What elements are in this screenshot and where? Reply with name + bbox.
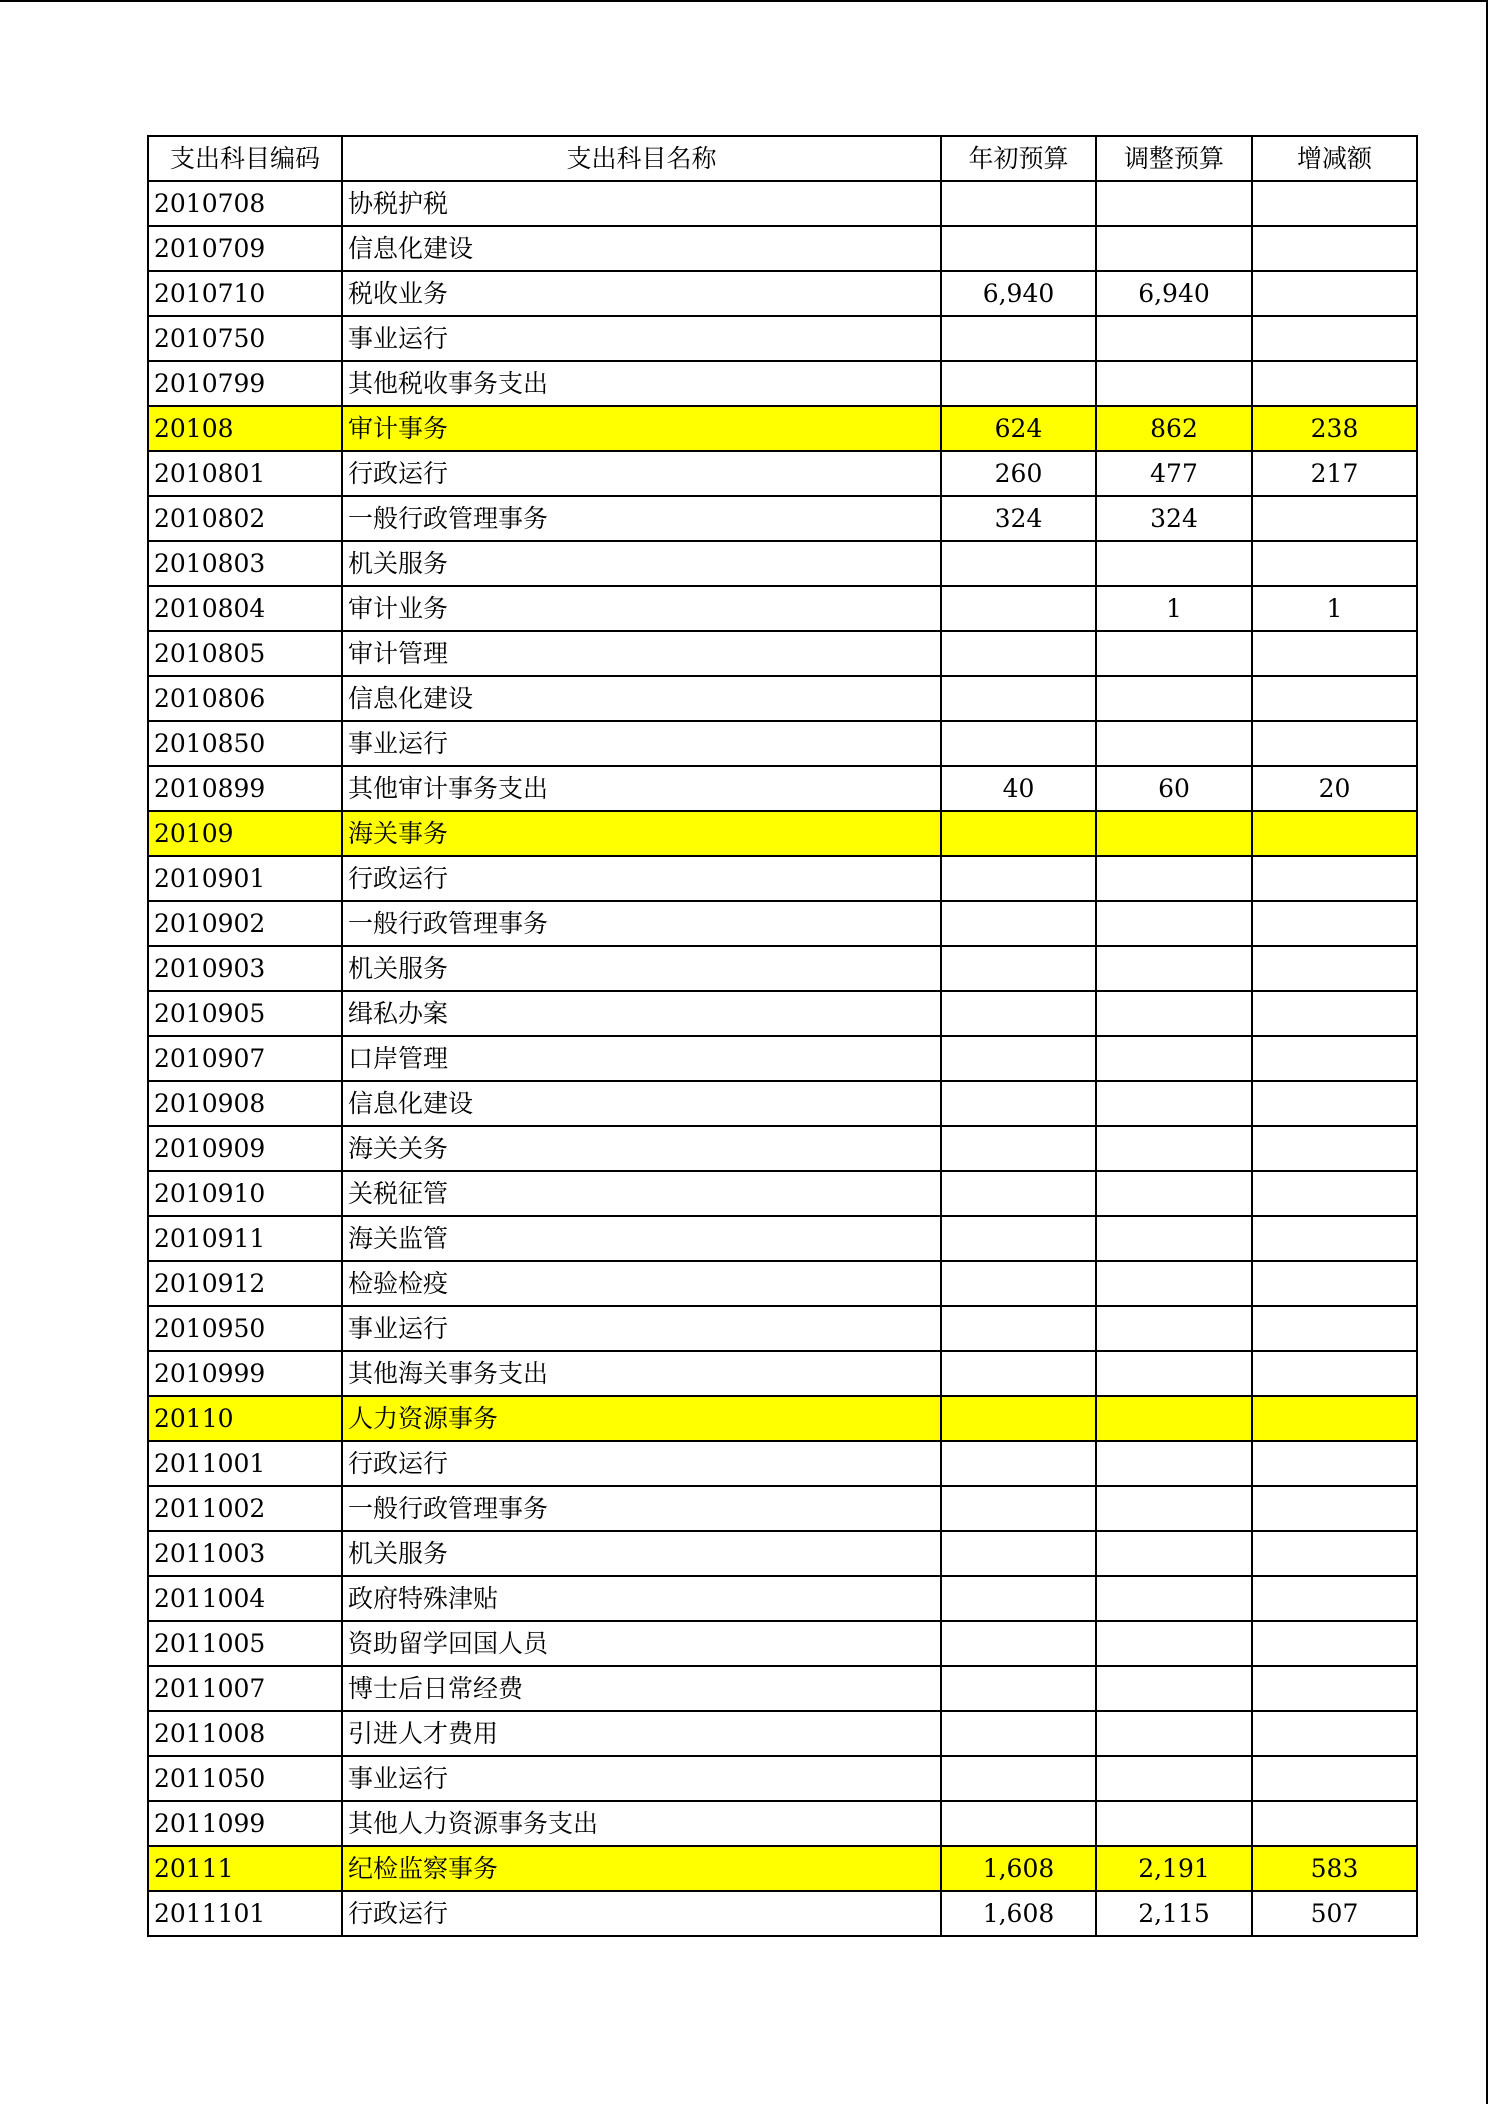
cell-initial-budget: 1,608 <box>941 1846 1096 1891</box>
cell-adjusted-budget: 60 <box>1096 766 1252 811</box>
header-adjusted-budget: 调整预算 <box>1096 136 1252 181</box>
header-name: 支出科目名称 <box>342 136 941 181</box>
cell-change <box>1252 271 1417 316</box>
cell-adjusted-budget <box>1096 1036 1252 1081</box>
cell-name: 检验检疫 <box>342 1261 941 1306</box>
cell-change <box>1252 1036 1417 1081</box>
cell-name: 一般行政管理事务 <box>342 496 941 541</box>
cell-change <box>1252 1801 1417 1846</box>
cell-adjusted-budget <box>1096 1441 1252 1486</box>
cell-code: 2011007 <box>148 1666 342 1711</box>
cell-initial-budget: 6,940 <box>941 271 1096 316</box>
cell-code: 2011099 <box>148 1801 342 1846</box>
cell-name: 事业运行 <box>342 721 941 766</box>
cell-adjusted-budget: 1 <box>1096 586 1252 631</box>
cell-change <box>1252 856 1417 901</box>
cell-adjusted-budget <box>1096 1171 1252 1216</box>
cell-code: 2011008 <box>148 1711 342 1756</box>
cell-change <box>1252 316 1417 361</box>
table-row <box>148 361 1417 406</box>
cell-adjusted-budget <box>1096 541 1252 586</box>
category-row <box>148 406 1417 451</box>
cell-change <box>1252 676 1417 721</box>
cell-adjusted-budget <box>1096 856 1252 901</box>
cell-change <box>1252 1126 1417 1171</box>
cell-adjusted-budget <box>1096 1756 1252 1801</box>
cell-code: 2010850 <box>148 721 342 766</box>
cell-name: 税收业务 <box>342 271 941 316</box>
cell-adjusted-budget <box>1096 1081 1252 1126</box>
cell-change <box>1252 1396 1417 1441</box>
cell-initial-budget <box>941 631 1096 676</box>
cell-initial-budget: 624 <box>941 406 1096 451</box>
cell-code: 2010907 <box>148 1036 342 1081</box>
cell-adjusted-budget <box>1096 316 1252 361</box>
cell-initial-budget <box>941 181 1096 226</box>
cell-initial-budget <box>941 1486 1096 1531</box>
cell-change <box>1252 1306 1417 1351</box>
table-body <box>148 181 1417 1936</box>
table-row <box>148 1126 1417 1171</box>
table-row <box>148 1486 1417 1531</box>
cell-change <box>1252 181 1417 226</box>
cell-name: 引进人才费用 <box>342 1711 941 1756</box>
cell-adjusted-budget <box>1096 1711 1252 1756</box>
cell-initial-budget <box>941 1621 1096 1666</box>
cell-change <box>1252 1756 1417 1801</box>
cell-code: 2010902 <box>148 901 342 946</box>
cell-initial-budget <box>941 1261 1096 1306</box>
cell-code: 2011001 <box>148 1441 342 1486</box>
cell-change <box>1252 1081 1417 1126</box>
cell-name: 其他海关事务支出 <box>342 1351 941 1396</box>
cell-adjusted-budget <box>1096 1306 1252 1351</box>
cell-initial-budget: 260 <box>941 451 1096 496</box>
table-row <box>148 1081 1417 1126</box>
table-row <box>148 1351 1417 1396</box>
table-row <box>148 1756 1417 1801</box>
table-row <box>148 496 1417 541</box>
cell-name: 机关服务 <box>342 946 941 991</box>
cell-initial-budget <box>941 1351 1096 1396</box>
table-row <box>148 1621 1417 1666</box>
table-row <box>148 271 1417 316</box>
cell-code: 2010805 <box>148 631 342 676</box>
cell-initial-budget <box>941 1126 1096 1171</box>
table-row <box>148 946 1417 991</box>
cell-code: 2010912 <box>148 1261 342 1306</box>
cell-adjusted-budget <box>1096 631 1252 676</box>
cell-change <box>1252 1486 1417 1531</box>
table-row <box>148 1216 1417 1261</box>
cell-initial-budget <box>941 1306 1096 1351</box>
cell-name: 信息化建设 <box>342 1081 941 1126</box>
cell-code: 2010999 <box>148 1351 342 1396</box>
cell-adjusted-budget <box>1096 1126 1252 1171</box>
table-row <box>148 676 1417 721</box>
cell-adjusted-budget <box>1096 676 1252 721</box>
cell-code: 2010804 <box>148 586 342 631</box>
cell-code: 2010750 <box>148 316 342 361</box>
table-row <box>148 1891 1417 1936</box>
cell-code: 2010802 <box>148 496 342 541</box>
cell-adjusted-budget <box>1096 1261 1252 1306</box>
table-row <box>148 316 1417 361</box>
header-code: 支出科目编码 <box>148 136 342 181</box>
cell-initial-budget <box>941 1396 1096 1441</box>
cell-adjusted-budget: 2,191 <box>1096 1846 1252 1891</box>
cell-change <box>1252 1261 1417 1306</box>
header-row <box>148 136 1417 181</box>
cell-name: 行政运行 <box>342 1891 941 1936</box>
cell-initial-budget <box>941 1576 1096 1621</box>
cell-name: 信息化建设 <box>342 226 941 271</box>
cell-name: 审计业务 <box>342 586 941 631</box>
cell-change <box>1252 1441 1417 1486</box>
cell-initial-budget <box>941 1081 1096 1126</box>
table-row <box>148 586 1417 631</box>
cell-code: 2011101 <box>148 1891 342 1936</box>
cell-initial-budget <box>941 1711 1096 1756</box>
cell-code: 20109 <box>148 811 342 856</box>
table-row <box>148 181 1417 226</box>
cell-name: 博士后日常经费 <box>342 1666 941 1711</box>
cell-code: 20111 <box>148 1846 342 1891</box>
cell-code: 2010710 <box>148 271 342 316</box>
cell-name: 资助留学回国人员 <box>342 1621 941 1666</box>
table-row <box>148 1666 1417 1711</box>
cell-initial-budget <box>941 946 1096 991</box>
cell-adjusted-budget: 324 <box>1096 496 1252 541</box>
cell-code: 2010905 <box>148 991 342 1036</box>
cell-code: 2010909 <box>148 1126 342 1171</box>
category-row <box>148 1396 1417 1441</box>
cell-change <box>1252 1576 1417 1621</box>
cell-code: 2010911 <box>148 1216 342 1261</box>
cell-code: 2011004 <box>148 1576 342 1621</box>
cell-code: 2010950 <box>148 1306 342 1351</box>
cell-initial-budget <box>941 1216 1096 1261</box>
cell-name: 一般行政管理事务 <box>342 901 941 946</box>
cell-name: 海关事务 <box>342 811 941 856</box>
cell-initial-budget <box>941 676 1096 721</box>
cell-adjusted-budget: 862 <box>1096 406 1252 451</box>
cell-change: 217 <box>1252 451 1417 496</box>
cell-change <box>1252 811 1417 856</box>
cell-code: 2010910 <box>148 1171 342 1216</box>
cell-adjusted-budget <box>1096 181 1252 226</box>
cell-code: 2011002 <box>148 1486 342 1531</box>
cell-adjusted-budget <box>1096 1621 1252 1666</box>
cell-name: 事业运行 <box>342 1306 941 1351</box>
cell-adjusted-budget <box>1096 946 1252 991</box>
cell-name: 机关服务 <box>342 541 941 586</box>
table-row <box>148 721 1417 766</box>
cell-name: 审计事务 <box>342 406 941 451</box>
budget-table <box>147 135 1418 1937</box>
cell-code: 2010799 <box>148 361 342 406</box>
cell-adjusted-budget <box>1096 226 1252 271</box>
table-row <box>148 1576 1417 1621</box>
cell-code: 2011003 <box>148 1531 342 1576</box>
table-row <box>148 451 1417 496</box>
cell-change <box>1252 361 1417 406</box>
cell-initial-budget: 40 <box>941 766 1096 811</box>
cell-name: 行政运行 <box>342 1441 941 1486</box>
cell-name: 一般行政管理事务 <box>342 1486 941 1531</box>
cell-adjusted-budget: 477 <box>1096 451 1252 496</box>
cell-name: 关税征管 <box>342 1171 941 1216</box>
table-row <box>148 1531 1417 1576</box>
cell-initial-budget <box>941 1531 1096 1576</box>
cell-change <box>1252 226 1417 271</box>
cell-adjusted-budget <box>1096 1486 1252 1531</box>
cell-initial-budget <box>941 721 1096 766</box>
cell-initial-budget <box>941 1756 1096 1801</box>
category-row <box>148 1846 1417 1891</box>
cell-code: 2010708 <box>148 181 342 226</box>
cell-adjusted-budget <box>1096 991 1252 1036</box>
cell-adjusted-budget <box>1096 1531 1252 1576</box>
cell-adjusted-budget <box>1096 811 1252 856</box>
cell-adjusted-budget <box>1096 1396 1252 1441</box>
table-row <box>148 1036 1417 1081</box>
cell-name: 机关服务 <box>342 1531 941 1576</box>
cell-change <box>1252 991 1417 1036</box>
cell-change <box>1252 1531 1417 1576</box>
cell-adjusted-budget: 2,115 <box>1096 1891 1252 1936</box>
cell-name: 其他审计事务支出 <box>342 766 941 811</box>
table-row <box>148 1171 1417 1216</box>
cell-initial-budget <box>941 1171 1096 1216</box>
cell-change <box>1252 631 1417 676</box>
cell-code: 2010709 <box>148 226 342 271</box>
table-row <box>148 991 1417 1036</box>
table-row <box>148 1261 1417 1306</box>
table-row <box>148 901 1417 946</box>
cell-change <box>1252 1216 1417 1261</box>
cell-change <box>1252 541 1417 586</box>
cell-code: 2010901 <box>148 856 342 901</box>
cell-initial-budget <box>941 361 1096 406</box>
cell-adjusted-budget <box>1096 1801 1252 1846</box>
cell-name: 行政运行 <box>342 856 941 901</box>
cell-name: 事业运行 <box>342 316 941 361</box>
header-initial-budget: 年初预算 <box>941 136 1096 181</box>
cell-name: 审计管理 <box>342 631 941 676</box>
cell-code: 2010803 <box>148 541 342 586</box>
cell-initial-budget <box>941 1441 1096 1486</box>
cell-name: 协税护税 <box>342 181 941 226</box>
cell-initial-budget <box>941 586 1096 631</box>
cell-change: 507 <box>1252 1891 1417 1936</box>
cell-code: 2010899 <box>148 766 342 811</box>
cell-change <box>1252 721 1417 766</box>
category-row <box>148 811 1417 856</box>
cell-adjusted-budget: 6,940 <box>1096 271 1252 316</box>
cell-change: 20 <box>1252 766 1417 811</box>
cell-name: 行政运行 <box>342 451 941 496</box>
cell-code: 2010801 <box>148 451 342 496</box>
cell-initial-budget <box>941 856 1096 901</box>
cell-code: 2011050 <box>148 1756 342 1801</box>
cell-change: 238 <box>1252 406 1417 451</box>
cell-initial-budget: 324 <box>941 496 1096 541</box>
table-row <box>148 541 1417 586</box>
cell-change <box>1252 1171 1417 1216</box>
cell-name: 纪检监察事务 <box>342 1846 941 1891</box>
cell-name: 口岸管理 <box>342 1036 941 1081</box>
cell-change <box>1252 946 1417 991</box>
cell-name: 缉私办案 <box>342 991 941 1036</box>
cell-initial-budget <box>941 226 1096 271</box>
cell-change <box>1252 1711 1417 1756</box>
cell-change <box>1252 496 1417 541</box>
cell-code: 2010903 <box>148 946 342 991</box>
cell-code: 2010908 <box>148 1081 342 1126</box>
cell-initial-budget <box>941 811 1096 856</box>
cell-initial-budget: 1,608 <box>941 1891 1096 1936</box>
cell-name: 其他税收事务支出 <box>342 361 941 406</box>
cell-adjusted-budget <box>1096 1666 1252 1711</box>
cell-adjusted-budget <box>1096 361 1252 406</box>
cell-code: 20110 <box>148 1396 342 1441</box>
cell-name: 人力资源事务 <box>342 1396 941 1441</box>
cell-name: 其他人力资源事务支出 <box>342 1801 941 1846</box>
table-row <box>148 1711 1417 1756</box>
cell-change: 583 <box>1252 1846 1417 1891</box>
cell-name: 海关监管 <box>342 1216 941 1261</box>
cell-name: 海关关务 <box>342 1126 941 1171</box>
cell-adjusted-budget <box>1096 1351 1252 1396</box>
cell-initial-budget <box>941 541 1096 586</box>
cell-change <box>1252 1621 1417 1666</box>
table-row <box>148 1441 1417 1486</box>
cell-code: 2011005 <box>148 1621 342 1666</box>
cell-initial-budget <box>941 316 1096 361</box>
header-change: 增减额 <box>1252 136 1417 181</box>
table-row <box>148 1306 1417 1351</box>
table-row <box>148 856 1417 901</box>
cell-code: 2010806 <box>148 676 342 721</box>
cell-adjusted-budget <box>1096 1576 1252 1621</box>
cell-code: 20108 <box>148 406 342 451</box>
table-row <box>148 631 1417 676</box>
cell-change <box>1252 901 1417 946</box>
cell-initial-budget <box>941 1666 1096 1711</box>
cell-initial-budget <box>941 1036 1096 1081</box>
cell-adjusted-budget <box>1096 901 1252 946</box>
cell-change <box>1252 1666 1417 1711</box>
cell-initial-budget <box>941 901 1096 946</box>
table-row <box>148 1801 1417 1846</box>
table-row <box>148 766 1417 811</box>
table-row <box>148 226 1417 271</box>
cell-initial-budget <box>941 991 1096 1036</box>
cell-adjusted-budget <box>1096 1216 1252 1261</box>
cell-name: 信息化建设 <box>342 676 941 721</box>
cell-change <box>1252 1351 1417 1396</box>
cell-adjusted-budget <box>1096 721 1252 766</box>
cell-initial-budget <box>941 1801 1096 1846</box>
cell-name: 政府特殊津贴 <box>342 1576 941 1621</box>
cell-change: 1 <box>1252 586 1417 631</box>
cell-name: 事业运行 <box>342 1756 941 1801</box>
